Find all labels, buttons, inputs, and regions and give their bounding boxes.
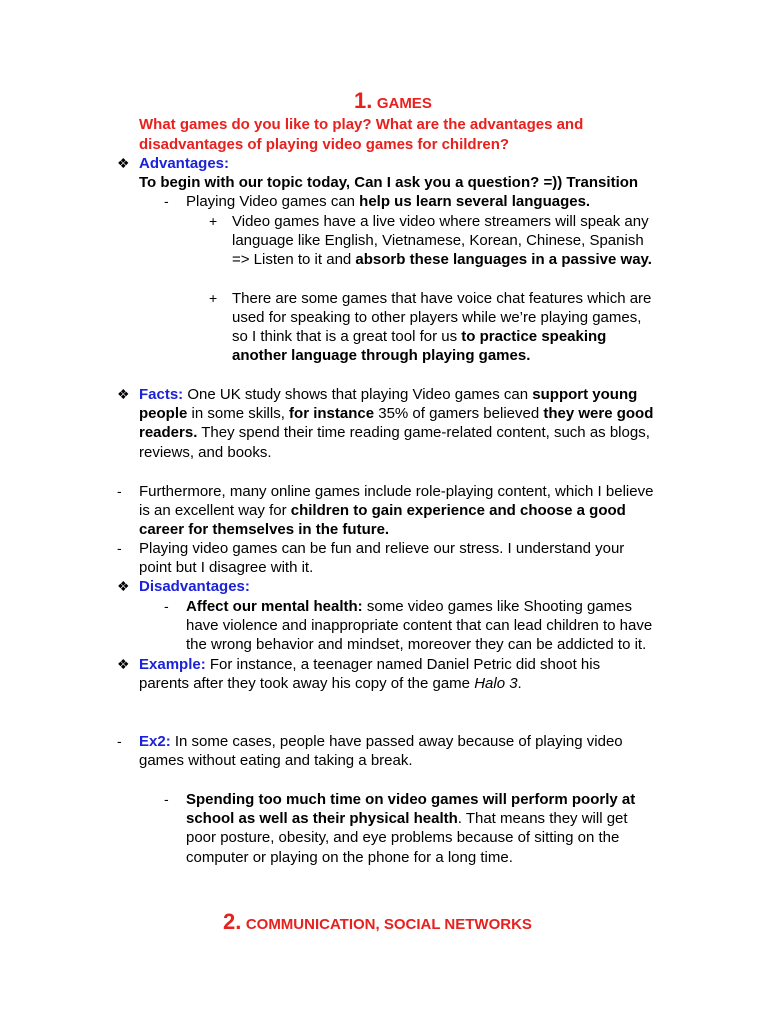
diamond-bullet-icon: ❖ xyxy=(117,578,130,594)
sub-point-1-line-2: language like English, Vietnamese, Korean, Chinese, Spanish xyxy=(232,232,644,249)
facts-line-3 xyxy=(139,423,650,442)
section-1-heading xyxy=(354,88,432,114)
facts-line-3-bold: readers. xyxy=(139,424,198,441)
advantages-intro: To begin with our topic today, Can I ask you a question? =)) Transition xyxy=(139,174,639,191)
further-line-2-text: is an excellent way for xyxy=(139,502,291,519)
disadvantage-point-1-line-3: the wrong behavior and mindset, moreover they can be addicted to it. xyxy=(186,636,647,653)
facts-line-1 xyxy=(139,385,637,404)
sub-point-2-line-4: another language through playing games. xyxy=(232,347,531,364)
diamond-bullet-icon: ❖ xyxy=(117,155,130,171)
diamond-bullet-icon: ❖ xyxy=(117,656,130,672)
example-line-2-end: . xyxy=(517,675,522,692)
dash-bullet-icon: - xyxy=(117,733,122,749)
spending-line-2-bold: school as well as their physical health xyxy=(186,810,458,827)
advantage-point-1 xyxy=(186,192,590,211)
question-line-1: What games do you like to play? What are the advantages and xyxy=(139,116,584,133)
spending-line-4: computer or playing on the phone for a long time. xyxy=(186,849,513,866)
section-2-number: 2. xyxy=(223,909,242,934)
section-1-title: GAMES xyxy=(376,95,432,112)
example-line-1-text: For instance, a teenager named Daniel Petric did shoot his xyxy=(205,656,601,673)
facts-line-3-text: They spend their time reading game-related content, such as blogs, xyxy=(197,424,650,441)
ex2-line-1-text: In some cases, people have passed away because of playing video xyxy=(170,733,623,750)
disadvantage-point-1-line-2: have violence and inappropriate content that can lead children to have xyxy=(186,617,653,634)
section-2-heading xyxy=(223,909,532,935)
facts-line-1-text: One UK study shows that playing Video games can xyxy=(183,386,533,403)
facts-line-2 xyxy=(139,404,653,423)
sub-point-2-line-3-text: so I think that is a great tool for us xyxy=(232,328,462,345)
spending-line-3: poor posture, obesity, and eye problems because of sitting on the xyxy=(186,829,620,846)
fun-line-2: point but I disagree with it. xyxy=(139,559,314,576)
dash-bullet-icon: - xyxy=(164,193,169,209)
further-line-2-bold: children to gain experience and choose a good xyxy=(290,502,626,519)
dash-bullet-icon: - xyxy=(164,598,169,614)
diamond-bullet-icon: ❖ xyxy=(117,386,130,402)
sub-point-1-line-1: Video games have a live video where streamers will speak any xyxy=(232,213,649,230)
section-2-title: COMMUNICATION, SOCIAL NETWORKS xyxy=(245,916,532,933)
disadvantages-label: Disadvantages: xyxy=(139,578,250,595)
ex2-line-2: games without eating and taking a break. xyxy=(139,752,413,769)
ex2-label: Ex2: xyxy=(139,733,171,750)
facts-line-2-text-2: 35% of gamers believed xyxy=(374,405,544,422)
facts-line-4: reviews, and books. xyxy=(139,444,272,461)
example-line-1 xyxy=(139,655,600,674)
ex2-line-1 xyxy=(139,732,623,751)
spending-line-2-text: . That means they will get xyxy=(457,810,628,827)
dash-bullet-icon: - xyxy=(117,540,122,556)
facts-line-2-bold-1: people xyxy=(139,405,188,422)
example-line-2-text: parents after they took away his copy of the game xyxy=(139,675,475,692)
advantages-label: Advantages: xyxy=(139,155,230,172)
example-line-2 xyxy=(139,674,522,693)
advantage-point-1-bold: help us learn several languages. xyxy=(359,193,591,210)
sub-point-1-line-3-bold: absorb these languages in a passive way. xyxy=(355,251,652,268)
sub-point-2-line-3-bold: to practice speaking xyxy=(461,328,607,345)
facts-label: Facts: xyxy=(139,386,184,403)
advantage-point-1-text: Playing Video games can xyxy=(186,193,360,210)
sub-point-2-line-2: used for speaking to other players while we’re playing games, xyxy=(232,309,642,326)
further-line-1: Furthermore, many online games include role-playing content, which I believe xyxy=(139,483,654,500)
disadvantage-point-1-bold: Affect our mental health: xyxy=(186,598,363,615)
disadvantage-point-1-line-1 xyxy=(186,597,632,616)
sub-point-1-line-3-text: => Listen to it and xyxy=(232,251,356,268)
example-label: Example: xyxy=(139,656,206,673)
facts-line-2-bold-2: for instance xyxy=(289,405,375,422)
dash-bullet-icon: - xyxy=(117,483,122,499)
sub-point-2-line-1: There are some games that have voice chat features which are xyxy=(232,290,652,307)
disadvantage-point-1-text: some video games like Shooting games xyxy=(362,598,632,615)
facts-line-2-text-1: in some skills, xyxy=(187,405,290,422)
facts-line-2-bold-3: they were good xyxy=(543,405,654,422)
fun-line-1: Playing video games can be fun and relieve our stress. I understand your xyxy=(139,540,625,557)
spending-line-1: Spending too much time on video games will perform poorly at xyxy=(186,791,636,808)
section-1-number: 1. xyxy=(354,88,373,113)
plus-bullet-icon: + xyxy=(209,290,218,306)
sub-point-2-line-3 xyxy=(232,327,606,346)
facts-line-1-bold: support young xyxy=(532,386,638,403)
example-game-title: Halo 3 xyxy=(474,675,518,692)
further-line-2 xyxy=(139,501,626,520)
spending-line-2 xyxy=(186,809,628,828)
dash-bullet-icon: - xyxy=(164,791,169,807)
question-line-2: disadvantages of playing video games for children? xyxy=(139,136,510,153)
further-line-3: career for themselves in the future. xyxy=(139,521,390,538)
sub-point-1-line-3 xyxy=(232,250,652,269)
plus-bullet-icon: + xyxy=(209,213,218,229)
